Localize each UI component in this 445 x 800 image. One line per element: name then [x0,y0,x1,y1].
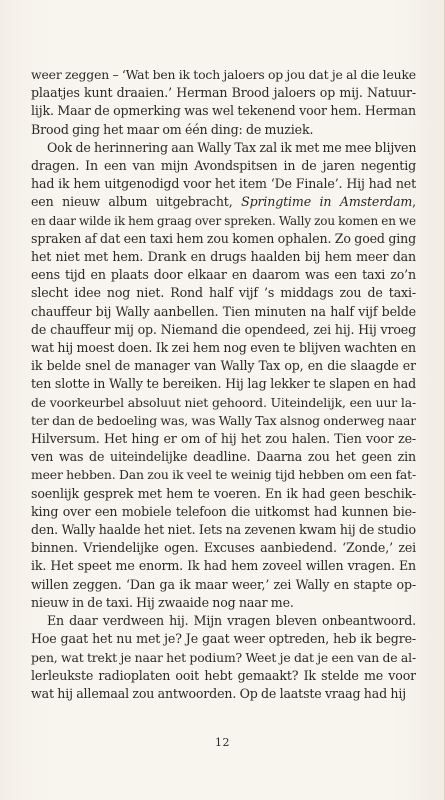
page-number: 12 [215,736,230,749]
text-segment: lijk. Maar de opmerking was wel tekenend voor hem. Herman [31,103,416,119]
text-segment: , [412,194,416,210]
text-line [31,84,416,102]
text-line [31,503,416,521]
text-segment: Ook de herinnering aan Wally Tax zal ik met me mee blijven [47,139,416,155]
text-line [31,266,416,284]
text-line [31,594,416,612]
text-line [31,102,416,120]
text-line [31,357,416,375]
text-segment: plaatjes kunt draaien.’ Herman Brood jaloers op mij. Natuur- [31,85,416,101]
text-segment: willen zeggen. ‘Dan ga ik maar weer,’ zei Wally en stapte op- [31,576,416,592]
text-segment: Brood ging het maar om één ding: de muziek. [31,121,314,137]
text-line [31,430,416,448]
text-line [31,448,416,466]
text-line [31,175,416,193]
text-segment: eens tijd en plaats door elkaar en daarom was een taxi zo’n [31,267,416,283]
text-segment: binnen. Vriendelijke ogen. Excuses aanbiedend. ‘Zonde,’ zei [31,540,416,556]
text-line [31,303,416,321]
text-line [31,649,416,667]
text-segment: had ik hem uitgenodigd voor het item ‘De Finale’. Hij had net [31,176,416,192]
text-line [31,394,416,412]
text-segment: lerleukste radioplaten ooit hebt gemaakt? Ik stelde me voor [31,667,416,683]
text-line [31,157,416,175]
italic-title: Springtime in Amsterdam [241,194,413,210]
text-line [31,539,416,557]
text-line [31,557,416,575]
text-segment: en daar wilde ik hem graag over spreken. Wally zou komen en we [31,213,416,228]
text-segment: chauffeur bij Wally aanbellen. Tien minuten na half vijf belde [31,303,416,319]
text-segment: weer zeggen – ‘Wat ben ik toch jaloers op jou dat je al die leuke [31,67,416,82]
text-segment: pen, wat trekt je naar het podium? Weet je dat je een van de al- [31,649,416,665]
text-line [31,576,416,594]
paragraph [31,66,416,139]
text-line [31,412,416,430]
text-segment: Hoe gaat het nu met je? Je gaat weer optreden, heb ik begre- [31,631,416,647]
text-line [31,685,416,703]
text-segment: ik. Het speet me enorm. Ik had hem zoveel willen vragen. En [31,558,416,574]
body-text [31,66,416,703]
text-segment: soenlijk gesprek met hem te voeren. En ik had geen beschik- [31,485,416,501]
text-segment: wat hij moest doen. Ik zei hem nog even te blijven wachten en [31,340,416,356]
text-line [31,193,416,211]
paragraph [31,612,416,703]
text-segment: En daar verdween hij. Mijn vragen bleven onbeantwoord. [47,613,416,629]
text-segment: nieuw in de taxi. Hij zwaaide nog naar me. [31,594,294,610]
text-line [31,667,416,685]
text-line [31,248,416,266]
text-segment: ven was de uiteindelijke deadline. Daarna zou het geen zin [31,449,416,465]
text-segment: de voorkeurbel absoluut niet gehoord. Uiteindelijk, een uur la- [31,394,416,410]
text-line [31,466,416,484]
text-line [31,284,416,302]
text-line [31,321,416,339]
text-segment: Hilversum. Het hing er om of hij het zou halen. Tien voor ze- [31,431,416,447]
text-segment: spraken af dat een taxi hem zou komen ophalen. Zo goed ging [31,230,416,246]
text-line [31,121,416,139]
text-line [31,375,416,393]
text-line [31,630,416,648]
text-segment: wat hij allemaal zou antwoorden. Op de laatste vraag had hij [31,685,406,701]
text-segment: het niet met hem. Drank en drugs haalden bij hem meer dan [31,249,416,265]
text-segment: den. Wally haalde het niet. Iets na zevenen kwam hij de studio [31,522,416,538]
text-segment: de chauffeur mij op. Niemand die opendeed, zei hij. Hij vroeg [31,321,416,337]
text-line [31,66,416,84]
text-line [31,485,416,503]
text-line [31,212,416,230]
text-segment: ten slotte in Wally te bereiken. Hij lag lekker te slapen en had [31,376,416,392]
text-line [31,612,416,630]
text-segment: meer hebben. Dan zou ik veel te weinig tijd hebben om een fat- [31,467,416,483]
text-segment: ter dan de bedoeling was, was Wally Tax alsnog onderweg naar [31,412,416,428]
text-line [31,521,416,539]
text-line [31,339,416,357]
text-segment: king over een mobiele telefoon die uitkomst had kunnen bie- [31,503,416,519]
text-segment: een nieuw album uitgebracht, [31,194,242,210]
text-line [31,230,416,248]
text-segment: slecht idee nog niet. Rond half vijf ’s middags zou de taxi- [31,285,416,301]
text-segment: dragen. In een van mijn Avondspitsen in de jaren negentig [31,158,416,174]
paragraph [31,139,416,612]
text-segment: ik belde snel de manager van Wally Tax op, en die slaagde er [31,358,416,374]
text-line [31,139,416,157]
